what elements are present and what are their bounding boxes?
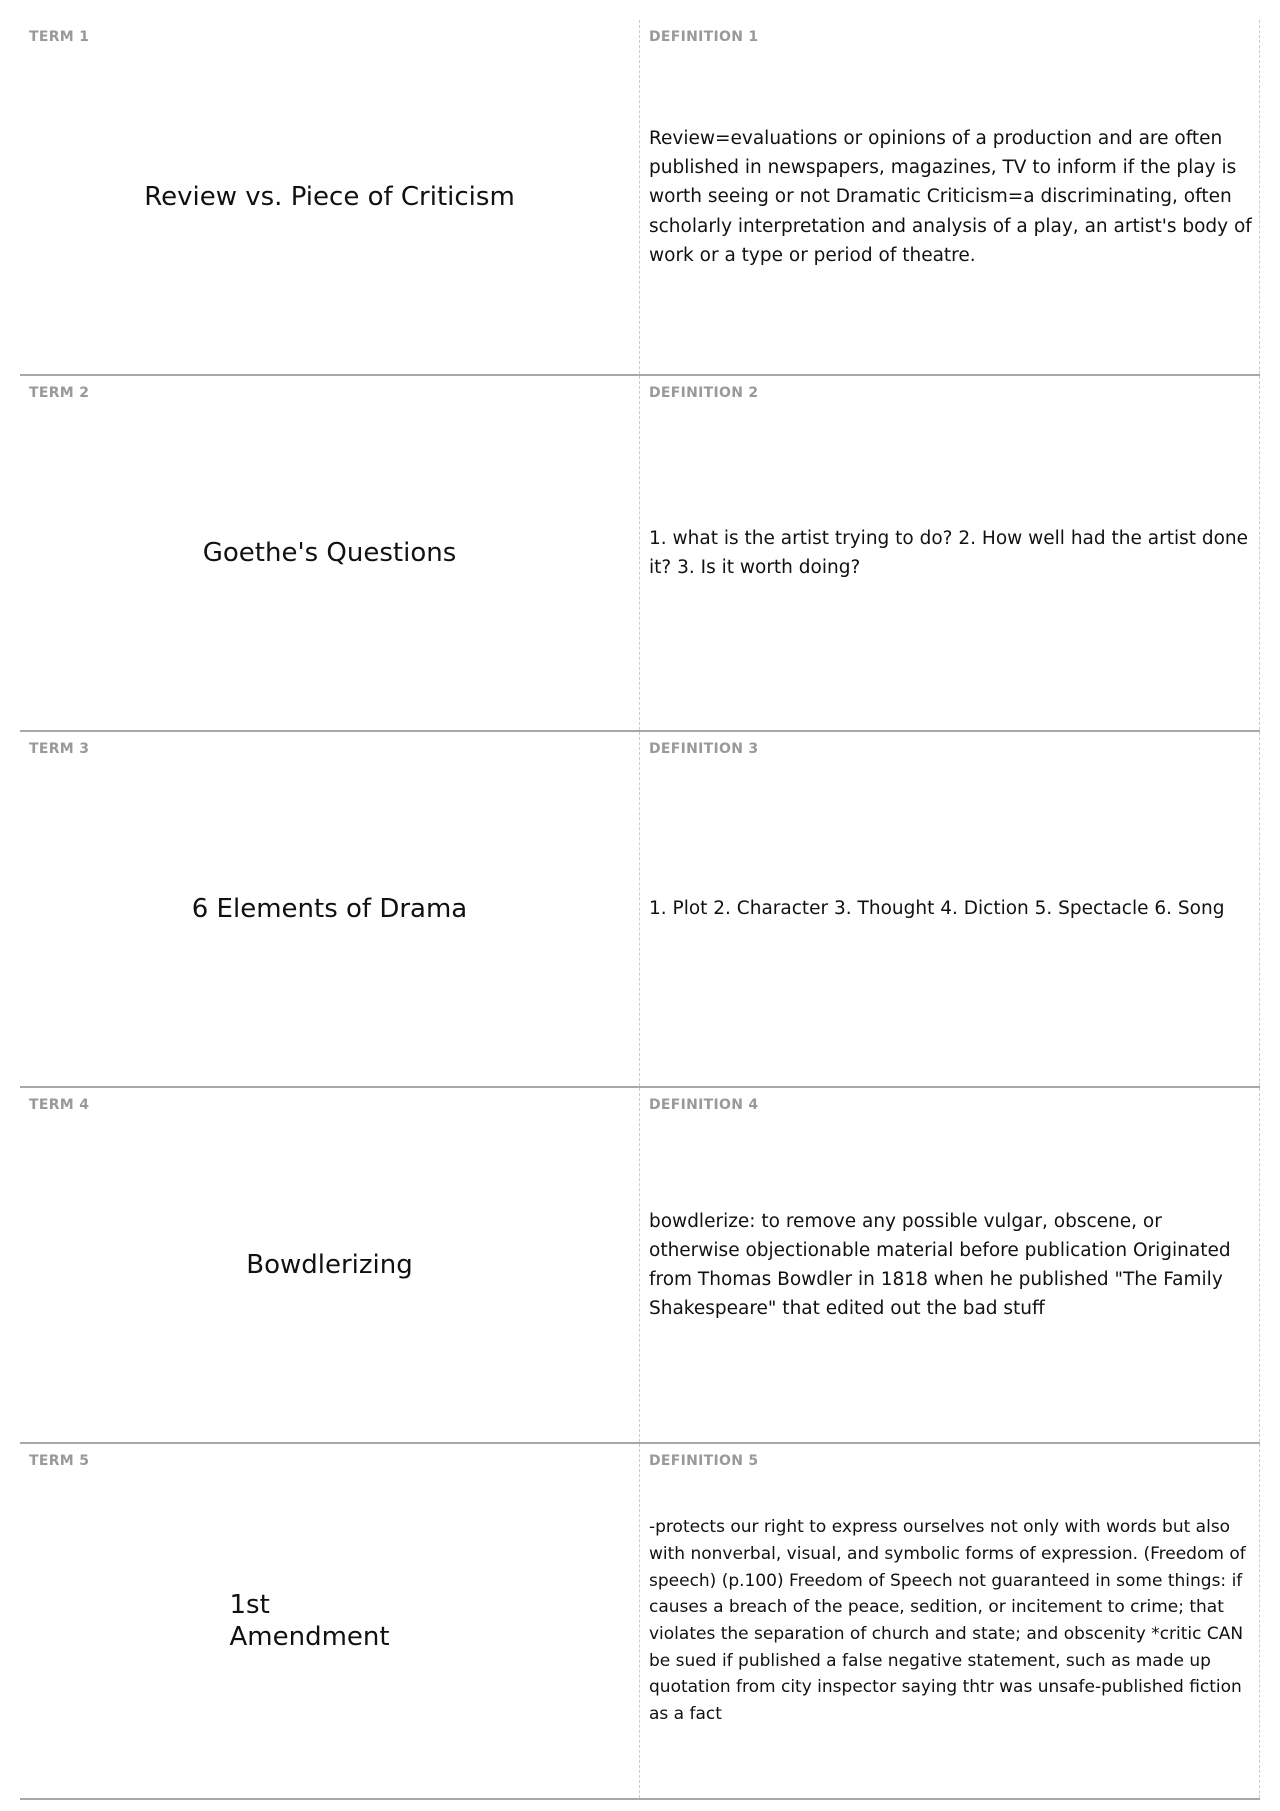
definition-label: DEFINITION 4 [649,1097,759,1113]
term-cell-4 [20,1088,640,1442]
term-cell-3 [20,732,640,1086]
definition-label: DEFINITION 2 [649,385,759,401]
term-label: TERM 4 [29,1097,90,1113]
term-text: 6 Elements of Drama [191,893,468,924]
card-row-5 [20,1444,1260,1800]
definition-cell-4 [640,1088,1260,1442]
definition-text: 1. Plot 2. Character 3. Thought 4. Diction 5. Spectacle 6. Song [649,898,1225,920]
term-label: TERM 5 [29,1453,90,1469]
definition-label: DEFINITION 3 [649,741,759,757]
term-label: TERM 1 [29,29,90,45]
term-cell-5 [20,1444,640,1798]
definition-cell-3 [640,732,1260,1086]
card-row-1 [20,20,1260,376]
term-text: 1st Amendment [229,1589,390,1652]
definition-text: bowdlerize: to remove any possible vulgar, obscene, or otherwise objectionable material before publication Originated from Thomas Bowdler in 1818 when he published "The Family Shakespeare" that edited out the bad stuff [649,1210,1231,1320]
term-cell-2 [20,376,640,730]
definition-label: DEFINITION 5 [649,1453,759,1469]
definition-cell-2 [640,376,1260,730]
flashcard-sheet [20,20,1260,1800]
definition-text: -protects our right to express ourselves not only with words but also with nonverbal, visual, and symbolic forms of expression. (Freedom of speech) (p.100) Freedom of Speech not guaranteed in some things: if causes a breach of the peace, sedition, or incitement to crime; that violates the separation of church and state; and obscenity *critic CAN be sued if published a false negative statement, such as made up quotation from city inspector saying thtr was unsafe-published fiction as a fact [649,1517,1246,1725]
card-row-2 [20,376,1260,732]
definition-text: 1. what is the artist trying to do? 2. How well had the artist done it? 3. Is it worth doing? [649,527,1249,578]
term-text: Bowdlerizing [246,1249,413,1280]
definition-cell-5 [640,1444,1260,1798]
definition-label: DEFINITION 1 [649,29,759,45]
term-label: TERM 2 [29,385,90,401]
definition-cell-1 [640,20,1260,374]
term-cell-1 [20,20,640,374]
card-row-4 [20,1088,1260,1444]
card-row-3 [20,732,1260,1088]
term-text: Goethe's Questions [202,537,457,568]
term-text: Review vs. Piece of Criticism [144,181,515,212]
definition-text: Review=evaluations or opinions of a production and are often published in newspapers, magazines, TV to inform if the play is worth seeing or not Dramatic Criticism=a discriminating, often scholarly interpretation and analysis of a play, an artist's body of work or a type or period of theatre. [649,128,1252,266]
term-label: TERM 3 [29,741,90,757]
